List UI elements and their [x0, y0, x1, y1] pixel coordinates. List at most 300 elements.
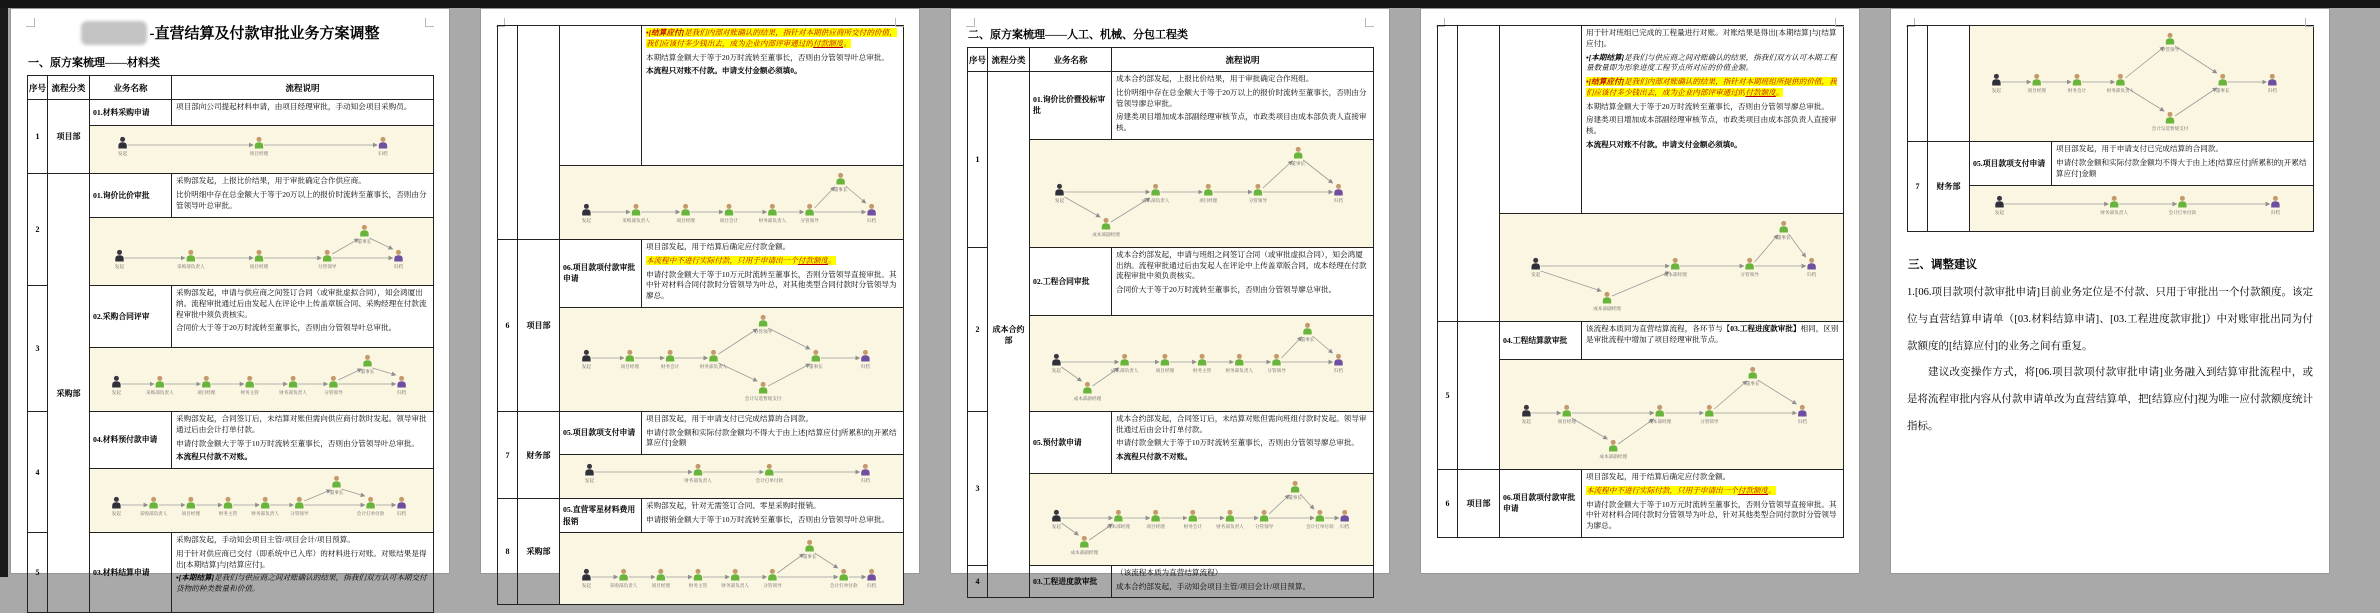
process-description-cell	[172, 286, 434, 348]
approval-flow-diagram	[562, 456, 898, 492]
flow-arrow	[1061, 523, 1078, 535]
svg-text:采购部负责人: 采购部负责人	[146, 390, 174, 395]
svg-text:分管领导: 分管领导	[763, 583, 782, 589]
approval-flow-diagram	[92, 349, 428, 405]
person-icon	[219, 497, 238, 517]
flow-arrow	[1282, 337, 1302, 358]
person-icon	[754, 315, 773, 335]
flow-arrow	[768, 328, 810, 349]
highlighted-text: 付款额度	[813, 38, 844, 48]
person-icon	[1156, 354, 1175, 374]
body-text: 是我们与供应商之间对账确认的结果，指我们双方认可本期工程量数量即为形象进度工程节点所对应的价值金额。	[1586, 52, 1837, 73]
process-category-cell: 财务部	[518, 411, 560, 498]
row-number-cell	[498, 26, 518, 240]
table-row	[1438, 26, 1844, 214]
person-icon	[1807, 258, 1817, 278]
body-text: 本流程只付款不对账。	[176, 452, 252, 462]
person-icon	[1777, 221, 1791, 241]
svg-text:归档: 归档	[866, 583, 877, 589]
svg-text:成本部经理: 成本部经理	[1648, 419, 1672, 424]
body-text: 采购部发起，申请与供应商之间签订合同（或审批虚拟合同），知会鸿厦出纳。流程审批通过后由发起人在评论中上传盖章版合同、采购经理在付款流程审批中须负责核实。	[176, 288, 427, 319]
svg-text:分管领导: 分管领导	[1740, 272, 1759, 277]
highlighted-text: 本流程中不进行实际付款，只用于申请出一个	[1586, 485, 1738, 495]
process-table	[27, 75, 434, 613]
person-icon	[684, 464, 712, 484]
document-title	[27, 19, 433, 49]
body-text: 申请付款金额大于等于10万时流转至董事长，否则由分管领导廖总审批。	[1116, 438, 1359, 448]
process-description-cell	[642, 26, 904, 166]
row-number-cell: 4	[968, 565, 988, 598]
person-icon	[279, 376, 307, 396]
desc-line	[1586, 500, 1839, 532]
svg-text:财务主管: 财务主管	[240, 390, 259, 395]
svg-text:归档: 归档	[1340, 523, 1350, 529]
flow-arrow	[342, 489, 365, 496]
business-name-cell: 03.材料结算申请	[90, 533, 172, 613]
person-icon	[652, 569, 671, 589]
approval-flow-diagram	[1972, 27, 2308, 135]
desc-line	[1586, 102, 1839, 113]
desc-line	[176, 176, 429, 187]
desc-line	[1116, 285, 1369, 296]
table-row	[498, 411, 904, 454]
flow-diagram-cell	[1500, 214, 1844, 322]
table-row	[1438, 470, 1844, 538]
process-description-cell	[642, 411, 904, 454]
person-icon	[1522, 405, 1532, 425]
person-icon	[177, 250, 205, 270]
process-description-cell	[1112, 411, 1374, 473]
flow-arrow	[1303, 160, 1332, 183]
flow-arrow	[2125, 47, 2164, 78]
body-text: （该流程本质为直营结算流程）	[1116, 567, 1223, 577]
row-number-cell: 6	[1438, 470, 1458, 538]
table-row	[498, 499, 904, 533]
svg-text:归档: 归档	[1806, 272, 1817, 277]
highlighted-text: 。	[843, 38, 852, 48]
svg-text:董事长: 董事长	[357, 239, 372, 244]
svg-text:董事长: 董事长	[808, 363, 823, 369]
svg-text:项目经理: 项目经理	[249, 151, 269, 156]
svg-text:发起: 发起	[581, 363, 592, 369]
body-text: 申请付款金额和实际付款金额均不得大于由上述[结算应付]所累积的[开累结算应付]金额	[2056, 157, 2307, 178]
body-text: 房建类项目增加成本部副经理审核节点，市政类项目由成本部负责人直接审核。	[1116, 112, 1367, 133]
body-text: 申请报销金额大于等于10万时流转至董事长，否则由分管领导叶总审批。	[646, 515, 889, 525]
desc-line	[2056, 158, 2309, 180]
highlighted-text: 。	[1775, 87, 1784, 97]
body-text: 房建类项目增加成本部副经理审核节点，市政类项目由成本部负责人直接审核。	[1586, 115, 1837, 136]
desc-line	[1586, 324, 1839, 346]
desc-line	[1116, 582, 1369, 593]
desc-line	[1116, 414, 1369, 436]
column-header-3: 流程说明	[1112, 48, 1374, 72]
highlighted-text: 是我们内部对账确认的结果，指针对本期供应商所交付的价值，我们应该付多少钱出去，成为企业内部评审通过的	[646, 28, 897, 48]
highlighted-text: 。	[1768, 485, 1776, 495]
person-icon	[1995, 196, 2005, 216]
desc-line	[2056, 144, 2309, 155]
svg-text:项目经理: 项目经理	[249, 264, 269, 269]
flow-arrow	[1263, 161, 1292, 188]
process-description-cell	[1112, 247, 1374, 315]
desc-line	[1116, 250, 1369, 282]
person-icon	[2268, 74, 2278, 94]
person-icon	[118, 137, 128, 157]
svg-text:董事长: 董事长	[2215, 88, 2230, 93]
flow-diagram-cell	[1970, 186, 2314, 232]
desc-line	[176, 323, 429, 334]
svg-text:归档: 归档	[396, 390, 407, 395]
body-text: 用于针对班组已完成的工程量进行对账。对账结果是得出[本期结算]与[结算应付]。	[1586, 28, 1837, 48]
svg-text:财务会计: 财务会计	[1183, 523, 1202, 529]
person-icon	[1334, 354, 1344, 374]
row-number-cell	[1908, 26, 1928, 142]
svg-text:分管领导: 分管领导	[290, 511, 309, 517]
process-category-cell: 项目部	[1458, 470, 1500, 538]
flow-arrow	[332, 239, 358, 254]
approval-flow-diagram	[562, 534, 898, 598]
flow-diagram-cell	[1030, 473, 1374, 565]
row-number-cell: 8	[498, 499, 518, 605]
flow-arrow	[1612, 272, 1669, 296]
svg-text:董事长: 董事长	[1288, 494, 1302, 500]
person-icon	[756, 464, 784, 484]
person-icon	[1648, 405, 1671, 425]
svg-text:发起: 发起	[117, 151, 128, 156]
desc-line	[646, 256, 899, 267]
person-icon	[2107, 74, 2135, 94]
person-icon	[610, 569, 638, 589]
body-text: 合同价大于等于20万时流转至董事长，否则由分管领导叶总审批。	[176, 323, 397, 333]
person-icon	[115, 250, 125, 270]
process-category-cell	[1458, 322, 1500, 470]
window-top-edge	[0, 0, 2380, 8]
row-number-cell: 3	[28, 286, 48, 412]
flow-arrow	[777, 554, 803, 573]
person-icon	[140, 497, 168, 517]
person-icon	[1664, 258, 1687, 278]
person-icon	[1111, 354, 1139, 374]
table-row	[1908, 142, 2314, 186]
svg-text:成本部副经理: 成本部副经理	[1092, 231, 1120, 237]
approval-flow-diagram	[92, 219, 428, 279]
desc-line	[646, 414, 899, 425]
person-icon	[241, 376, 260, 396]
person-icon	[834, 173, 848, 193]
highlighted-text: 是我们内部对账确认的结果，指针对本期班组所提供的价值，我们应该付多少钱出去，成为企业内部评审通过的	[1586, 77, 1837, 97]
svg-text:财务部负责人: 财务部负责人	[1216, 523, 1244, 529]
flow-arrow	[338, 369, 361, 380]
desc-line	[1586, 486, 1839, 497]
flow-diagram-cell	[560, 455, 904, 499]
table-row	[1908, 26, 2314, 142]
flow-diagram-cell	[560, 533, 904, 605]
person-icon	[2271, 196, 2281, 216]
body-text: 用于针对供应商已交付（即系统中已入库）的材料进行对账。对账结果是得出[本期结算]与[结算应付]。	[176, 548, 427, 569]
person-icon	[397, 497, 407, 517]
body-text: 成本合约部发起，合同签订后，未结算对账但需向班组付款时发起。领导审批通过后由会计打单付款。	[1116, 413, 1367, 434]
flow-arrow	[846, 186, 866, 203]
person-icon	[1334, 184, 1344, 204]
svg-text:会计打单付款: 会计打单付款	[829, 583, 858, 589]
desc-line	[176, 573, 429, 595]
suggestion-paragraph: 1.[06.项目款项付款审批申请]目前业务定位是不付款、只用于审批出一个付款额度。该定位与直营结算申请单（[03.材料结算申请]、[03.工程进度款审批]）中对账审批出同为付款额度的[结算应付]的业务之间有重复。	[1907, 287, 2313, 352]
svg-text:归档: 归档	[1797, 419, 1807, 424]
business-name-cell	[1500, 26, 1582, 214]
process-description-cell	[172, 100, 434, 126]
desc-line	[1116, 74, 1369, 85]
process-description-cell	[1582, 322, 1844, 360]
svg-text:会计打单付款: 会计打单付款	[2168, 210, 2197, 215]
process-category-cell	[1928, 26, 1970, 142]
flow-arrow	[768, 364, 810, 386]
person-icon	[1074, 382, 1102, 402]
approval-flow-diagram	[1972, 187, 2308, 225]
person-icon	[800, 204, 819, 224]
document-title-text: -直营结算及付款审批业务方案调整	[149, 26, 380, 42]
person-icon	[1593, 292, 1621, 312]
person-icon	[357, 497, 385, 517]
flow-arrow	[1541, 271, 1601, 291]
svg-text:发起: 发起	[1051, 523, 1062, 529]
svg-text:董事长: 董事长	[1300, 336, 1315, 342]
person-icon	[1531, 258, 1541, 278]
person-icon	[2169, 196, 2197, 216]
business-name-cell: 01.询价比价审批	[90, 174, 172, 218]
svg-text:分管领导: 分管领导	[324, 390, 343, 395]
body-text: 成本合约部发起，申请与班组之间签订合同（或审批虚拟合同），知会鸿厦出纳。流程审批通过后由发起人在评论中上传盖章版合同，成本经理在付款流程审批中须负责核实。	[1116, 249, 1367, 281]
highlighted-text: 本流程中不进行实际付款，只用于申请出一个	[646, 255, 798, 265]
process-description-cell	[2052, 142, 2314, 186]
person-icon	[2068, 74, 2087, 94]
desc-line	[1586, 53, 1839, 75]
row-number-cell: 7	[1908, 142, 1928, 232]
svg-text:项目经理: 项目经理	[676, 218, 695, 223]
desc-line	[646, 28, 899, 50]
section-heading: 一、原方案梳理——材料类	[28, 57, 160, 69]
body-text: 项目部发起，用于结算后确定应付款金额。	[1586, 472, 1731, 481]
person-icon	[759, 204, 787, 224]
flow-arrow	[1065, 197, 1101, 217]
desc-line	[646, 501, 899, 512]
row-number-cell: 5	[28, 533, 48, 613]
process-description-cell	[1112, 565, 1374, 598]
process-category-cell	[1458, 26, 1500, 322]
document-page-1[interactable]	[10, 8, 450, 594]
process-description-cell	[642, 499, 904, 533]
row-number-cell: 1	[28, 100, 48, 174]
svg-text:财务部负责人: 财务部负责人	[2100, 210, 2128, 215]
svg-text:发起: 发起	[1991, 88, 2002, 93]
svg-text:项目经理: 项目经理	[620, 363, 639, 369]
body-text: 项目部发起，用于申请支付已完成结算的合同款。	[2056, 144, 2224, 153]
desc-line	[176, 288, 429, 320]
person-icon	[2028, 74, 2047, 94]
body-text: 成本合约部发起，手动知会项目主管/项目会计/项目预算。	[1116, 581, 1311, 591]
svg-text:归档: 归档	[393, 264, 404, 269]
business-name-cell: 05.项目款项支付申请	[1970, 142, 2052, 186]
row-number-cell: 7	[498, 411, 518, 498]
svg-text:项目经理: 项目经理	[2027, 88, 2046, 93]
business-name-cell: 05.预付款申请	[1030, 411, 1112, 473]
flow-arrow	[815, 187, 835, 208]
process-category-cell: 项目部	[48, 100, 90, 174]
flow-arrow	[1789, 234, 1806, 257]
person-icon	[2216, 74, 2230, 94]
person-icon	[250, 137, 269, 157]
desc-line	[1116, 452, 1369, 463]
svg-text:发起: 发起	[1051, 367, 1062, 373]
document-page-5[interactable]	[1890, 8, 2330, 574]
svg-text:董事长: 董事长	[1745, 381, 1760, 386]
svg-text:成本部经理: 成本部经理	[1106, 523, 1130, 529]
body-text: 项目部发起，用于结算后确定应付款金额。	[646, 242, 791, 251]
svg-text:归档: 归档	[866, 218, 877, 223]
svg-text:会计打单付款: 会计打单付款	[356, 511, 385, 517]
person-icon	[861, 350, 871, 370]
person-icon	[1199, 184, 1218, 204]
person-icon	[361, 355, 375, 375]
desc-line	[1586, 140, 1839, 151]
table-row	[498, 26, 904, 166]
approval-flow-diagram	[92, 470, 428, 526]
flow-diagram-cell	[90, 469, 434, 533]
svg-text:会计勾选暂缓支付: 会计勾选暂缓支付	[2151, 126, 2189, 131]
flow-arrow	[1300, 494, 1314, 509]
person-icon	[358, 225, 372, 245]
desc-line	[176, 102, 429, 113]
body-text: •[本期结算]	[1586, 52, 1625, 62]
svg-text:发起: 发起	[1531, 272, 1541, 277]
body-text: 采购部发起，手动知会项目主管/项目会计/项目预算。	[176, 535, 355, 545]
highlighted-text: •[结算应付]	[646, 28, 685, 37]
flow-diagram-cell	[90, 348, 434, 412]
column-header-1: 流程分类	[48, 76, 90, 100]
business-name-cell: 01.材料采购申请	[90, 100, 172, 126]
svg-text:归档: 归档	[378, 151, 388, 156]
body-text: 申请付款金额大于等于10万元时流转至董事长，否则分管领导直接审批。其中针对材料合同付款时分管领导为叶总，对其他类型合同付款时分管领导为廖总。	[646, 269, 897, 301]
person-icon	[182, 497, 201, 517]
process-table	[1907, 25, 2314, 232]
person-icon	[585, 464, 595, 484]
person-icon	[745, 382, 782, 402]
row-number-cell: 1	[968, 72, 988, 248]
svg-text:发起: 发起	[581, 218, 592, 223]
person-icon	[112, 376, 122, 396]
person-icon	[2100, 196, 2128, 216]
flow-diagram-cell	[90, 218, 434, 286]
person-icon	[803, 540, 817, 560]
svg-text:财务部负责人: 财务部负责人	[279, 390, 307, 395]
body-text: 03.工程进度款审批】	[1730, 324, 1801, 333]
row-number-cell: 3	[968, 411, 988, 565]
desc-line	[176, 414, 429, 436]
svg-text:董事长: 董事长	[329, 490, 344, 496]
person-icon	[1184, 510, 1203, 530]
svg-text:分管领导: 分管领导	[1267, 367, 1286, 373]
person-icon	[1146, 510, 1165, 530]
desc-line	[1586, 28, 1839, 50]
svg-text:财务主管: 财务主管	[1192, 367, 1212, 373]
column-header-0: 序号	[28, 76, 48, 100]
document-page-4[interactable]	[1420, 8, 1860, 574]
svg-text:财务部负责人: 财务部负责人	[684, 478, 712, 484]
desc-line	[1586, 472, 1839, 483]
flow-arrow	[1313, 336, 1333, 353]
process-table	[1437, 25, 1844, 538]
desc-line	[646, 242, 899, 253]
body-text: 合同价大于等于20万时流转至董事长，否则由分管领导廖总审批。	[1116, 285, 1337, 295]
process-table	[497, 25, 904, 605]
approval-flow-diagram	[1032, 317, 1368, 405]
person-icon	[1107, 510, 1130, 530]
process-description-cell	[1582, 470, 1844, 538]
approval-flow-diagram	[1502, 361, 1838, 463]
flow-arrow	[1572, 418, 1608, 439]
desc-line	[646, 428, 899, 450]
flow-diagram-cell	[1970, 26, 2314, 142]
desc-line	[646, 270, 899, 302]
svg-text:财务部负责人: 财务部负责人	[758, 218, 787, 223]
desc-line	[1116, 88, 1369, 110]
person-icon	[1226, 354, 1254, 374]
svg-text:采购部负责人: 采购部负责人	[609, 583, 638, 589]
desc-line	[176, 439, 429, 450]
person-icon	[330, 476, 344, 496]
highlighted-text: 。	[828, 255, 836, 265]
flow-arrow	[719, 329, 758, 354]
person-icon	[830, 569, 858, 589]
business-name-cell: 05.直营零星材料费用报销	[560, 499, 642, 533]
flow-arrow	[1269, 495, 1289, 514]
flow-arrow	[1755, 235, 1778, 262]
person-icon	[1992, 74, 2002, 94]
person-icon	[1249, 184, 1268, 204]
svg-text:项目经理: 项目经理	[1199, 197, 1218, 203]
svg-text:采购部负责人: 采购部负责人	[139, 511, 168, 517]
flow-diagram-cell	[1500, 360, 1844, 470]
flow-arrow	[304, 490, 330, 501]
process-description-cell	[172, 174, 434, 218]
svg-text:项目经理: 项目经理	[197, 390, 216, 395]
body-text: 本流程只付款不对账。	[1116, 452, 1192, 462]
document-page-2[interactable]	[480, 8, 920, 589]
person-icon	[1052, 510, 1062, 530]
process-category-cell: 财务部	[1928, 142, 1970, 232]
person-icon	[861, 464, 871, 484]
svg-text:财务部负责人: 财务部负责人	[699, 363, 728, 369]
person-icon	[378, 137, 388, 157]
person-icon	[2152, 112, 2189, 132]
row-number-cell	[1438, 26, 1458, 322]
svg-text:项目经理: 项目经理	[1557, 419, 1576, 424]
row-number-cell: 5	[1438, 322, 1458, 470]
table-row	[968, 72, 1374, 140]
column-header-3: 流程说明	[172, 76, 434, 100]
process-category-cell: 项目部	[518, 240, 560, 412]
svg-text:归档: 归档	[2267, 88, 2277, 93]
person-icon	[112, 497, 122, 517]
highlighted-text: •[结算应付]	[1586, 77, 1625, 87]
svg-text:财务部负责人: 财务部负责人	[251, 511, 279, 517]
flow-diagram-cell	[560, 166, 904, 240]
business-name-cell	[560, 26, 642, 166]
body-text: 项目部向公司提起材料申请，由项目经理审批，手动知会项目采购员。	[176, 102, 412, 111]
person-icon	[2161, 33, 2180, 53]
svg-text:成本部副经理: 成本部副经理	[1070, 549, 1099, 555]
document-page-3[interactable]	[950, 8, 1390, 591]
table-row	[498, 240, 904, 308]
process-table	[967, 47, 1374, 598]
